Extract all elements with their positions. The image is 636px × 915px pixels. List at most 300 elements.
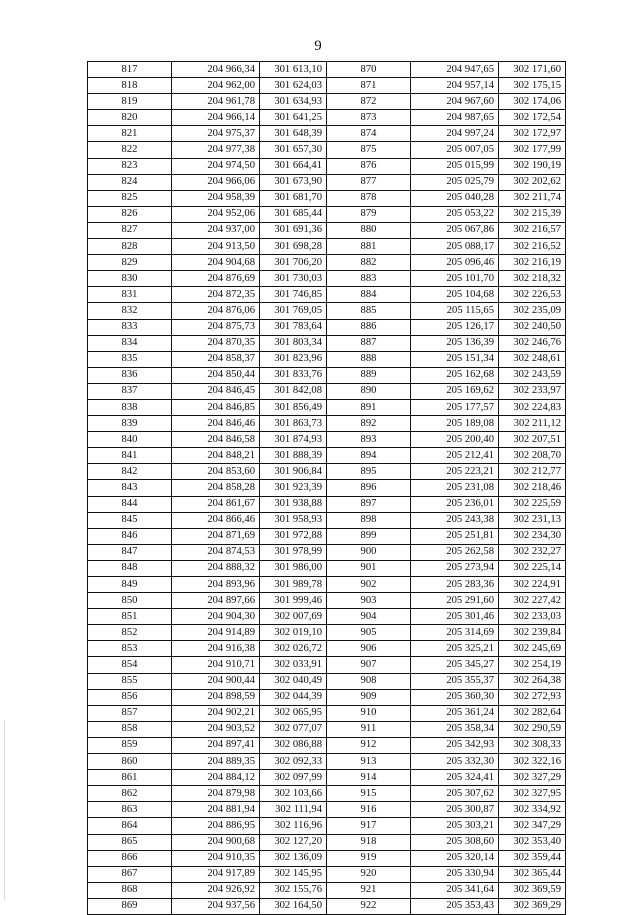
point-number-left: 838 bbox=[88, 399, 172, 415]
y-coordinate-right: 302 211,74 bbox=[499, 190, 566, 206]
x-coordinate-left: 204 975,37 bbox=[172, 126, 260, 142]
y-coordinate-right: 302 207,51 bbox=[499, 432, 566, 448]
point-number-left: 845 bbox=[88, 512, 172, 528]
coordinates-table-body bbox=[88, 62, 566, 915]
point-number-right: 896 bbox=[327, 480, 411, 496]
point-number-left: 867 bbox=[88, 866, 172, 882]
point-number-right: 903 bbox=[327, 593, 411, 609]
point-number-right: 916 bbox=[327, 802, 411, 818]
x-coordinate-left: 204 897,66 bbox=[172, 593, 260, 609]
point-number-left: 827 bbox=[88, 222, 172, 238]
x-coordinate-right: 205 308,60 bbox=[411, 834, 499, 850]
point-number-right: 907 bbox=[327, 657, 411, 673]
point-number-left: 822 bbox=[88, 142, 172, 158]
y-coordinate-left: 301 923,39 bbox=[260, 480, 327, 496]
point-number-left: 843 bbox=[88, 480, 172, 496]
x-coordinate-left: 204 846,85 bbox=[172, 399, 260, 415]
x-coordinate-right: 205 200,40 bbox=[411, 432, 499, 448]
point-number-left: 841 bbox=[88, 448, 172, 464]
x-coordinate-left: 204 853,60 bbox=[172, 464, 260, 480]
point-number-left: 821 bbox=[88, 126, 172, 142]
point-number-right: 881 bbox=[327, 239, 411, 255]
y-coordinate-right: 302 218,32 bbox=[499, 271, 566, 287]
x-coordinate-left: 204 870,35 bbox=[172, 335, 260, 351]
y-coordinate-left: 301 624,03 bbox=[260, 78, 327, 94]
y-coordinate-right: 302 227,42 bbox=[499, 593, 566, 609]
table-row bbox=[88, 641, 566, 657]
point-number-left: 851 bbox=[88, 609, 172, 625]
x-coordinate-left: 204 848,21 bbox=[172, 448, 260, 464]
point-number-right: 874 bbox=[327, 126, 411, 142]
point-number-left: 833 bbox=[88, 319, 172, 335]
x-coordinate-right: 205 053,22 bbox=[411, 206, 499, 222]
y-coordinate-right: 302 177,99 bbox=[499, 142, 566, 158]
point-number-right: 897 bbox=[327, 496, 411, 512]
x-coordinate-left: 204 889,35 bbox=[172, 754, 260, 770]
point-number-left: 856 bbox=[88, 689, 172, 705]
y-coordinate-left: 301 698,28 bbox=[260, 239, 327, 255]
table-row bbox=[88, 609, 566, 625]
point-number-right: 911 bbox=[327, 721, 411, 737]
point-number-right: 876 bbox=[327, 158, 411, 174]
x-coordinate-left: 204 861,67 bbox=[172, 496, 260, 512]
table-row bbox=[88, 802, 566, 818]
table-row bbox=[88, 496, 566, 512]
point-number-left: 820 bbox=[88, 110, 172, 126]
x-coordinate-left: 204 875,73 bbox=[172, 319, 260, 335]
x-coordinate-right: 204 997,24 bbox=[411, 126, 499, 142]
y-coordinate-right: 302 231,13 bbox=[499, 512, 566, 528]
point-number-right: 885 bbox=[327, 303, 411, 319]
point-number-left: 858 bbox=[88, 721, 172, 737]
x-coordinate-right: 205 345,27 bbox=[411, 657, 499, 673]
point-number-left: 859 bbox=[88, 737, 172, 753]
point-number-left: 825 bbox=[88, 190, 172, 206]
table-row bbox=[88, 593, 566, 609]
y-coordinate-left: 301 634,93 bbox=[260, 94, 327, 110]
point-number-left: 857 bbox=[88, 705, 172, 721]
point-number-right: 879 bbox=[327, 206, 411, 222]
y-coordinate-left: 302 155,76 bbox=[260, 882, 327, 898]
x-coordinate-right: 205 353,43 bbox=[411, 898, 499, 914]
y-coordinate-left: 301 938,88 bbox=[260, 496, 327, 512]
y-coordinate-right: 302 216,57 bbox=[499, 222, 566, 238]
point-number-left: 839 bbox=[88, 416, 172, 432]
point-number-right: 920 bbox=[327, 866, 411, 882]
point-number-left: 861 bbox=[88, 770, 172, 786]
y-coordinate-left: 301 803,34 bbox=[260, 335, 327, 351]
table-row bbox=[88, 222, 566, 238]
point-number-right: 871 bbox=[327, 78, 411, 94]
x-coordinate-right: 205 007,05 bbox=[411, 142, 499, 158]
y-coordinate-left: 301 874,93 bbox=[260, 432, 327, 448]
point-number-right: 893 bbox=[327, 432, 411, 448]
x-coordinate-left: 204 858,28 bbox=[172, 480, 260, 496]
y-coordinate-right: 302 190,19 bbox=[499, 158, 566, 174]
y-coordinate-right: 302 172,54 bbox=[499, 110, 566, 126]
table-row bbox=[88, 416, 566, 432]
table-row bbox=[88, 512, 566, 528]
y-coordinate-left: 301 972,88 bbox=[260, 528, 327, 544]
y-coordinate-left: 301 769,05 bbox=[260, 303, 327, 319]
x-coordinate-right: 205 332,30 bbox=[411, 754, 499, 770]
y-coordinate-left: 301 691,36 bbox=[260, 222, 327, 238]
x-coordinate-right: 205 341,64 bbox=[411, 882, 499, 898]
y-coordinate-left: 302 019,10 bbox=[260, 625, 327, 641]
x-coordinate-left: 204 850,44 bbox=[172, 367, 260, 383]
y-coordinate-right: 302 347,29 bbox=[499, 818, 566, 834]
y-coordinate-right: 302 264,38 bbox=[499, 673, 566, 689]
x-coordinate-left: 204 858,37 bbox=[172, 351, 260, 367]
point-number-right: 890 bbox=[327, 383, 411, 399]
table-row bbox=[88, 399, 566, 415]
table-row bbox=[88, 464, 566, 480]
y-coordinate-left: 301 657,30 bbox=[260, 142, 327, 158]
y-coordinate-right: 302 353,40 bbox=[499, 834, 566, 850]
point-number-left: 853 bbox=[88, 641, 172, 657]
x-coordinate-left: 204 871,69 bbox=[172, 528, 260, 544]
x-coordinate-left: 204 916,38 bbox=[172, 641, 260, 657]
point-number-left: 836 bbox=[88, 367, 172, 383]
point-number-left: 868 bbox=[88, 882, 172, 898]
y-coordinate-right: 302 327,95 bbox=[499, 786, 566, 802]
point-number-left: 847 bbox=[88, 544, 172, 560]
point-number-left: 866 bbox=[88, 850, 172, 866]
point-number-right: 894 bbox=[327, 448, 411, 464]
table-row bbox=[88, 448, 566, 464]
x-coordinate-left: 204 881,94 bbox=[172, 802, 260, 818]
table-row bbox=[88, 287, 566, 303]
table-row bbox=[88, 383, 566, 399]
y-coordinate-right: 302 322,16 bbox=[499, 754, 566, 770]
y-coordinate-right: 302 232,27 bbox=[499, 544, 566, 560]
x-coordinate-right: 205 162,68 bbox=[411, 367, 499, 383]
table-row bbox=[88, 239, 566, 255]
point-number-left: 840 bbox=[88, 432, 172, 448]
y-coordinate-left: 301 906,84 bbox=[260, 464, 327, 480]
table-row bbox=[88, 705, 566, 721]
x-coordinate-left: 204 866,46 bbox=[172, 512, 260, 528]
x-coordinate-left: 204 914,89 bbox=[172, 625, 260, 641]
table-row bbox=[88, 625, 566, 641]
y-coordinate-left: 301 706,20 bbox=[260, 255, 327, 271]
point-number-right: 905 bbox=[327, 625, 411, 641]
y-coordinate-left: 302 065,95 bbox=[260, 705, 327, 721]
point-number-right: 900 bbox=[327, 544, 411, 560]
x-coordinate-right: 205 262,58 bbox=[411, 544, 499, 560]
point-number-left: 832 bbox=[88, 303, 172, 319]
x-coordinate-left: 204 898,59 bbox=[172, 689, 260, 705]
y-coordinate-left: 301 673,90 bbox=[260, 174, 327, 190]
table-row bbox=[88, 367, 566, 383]
y-coordinate-right: 302 246,76 bbox=[499, 335, 566, 351]
point-number-left: 818 bbox=[88, 78, 172, 94]
point-number-left: 824 bbox=[88, 174, 172, 190]
table-row bbox=[88, 432, 566, 448]
point-number-left: 854 bbox=[88, 657, 172, 673]
y-coordinate-right: 302 365,44 bbox=[499, 866, 566, 882]
y-coordinate-left: 302 136,09 bbox=[260, 850, 327, 866]
y-coordinate-left: 302 077,07 bbox=[260, 721, 327, 737]
x-coordinate-left: 204 876,69 bbox=[172, 271, 260, 287]
y-coordinate-left: 302 026,72 bbox=[260, 641, 327, 657]
x-coordinate-right: 205 104,68 bbox=[411, 287, 499, 303]
y-coordinate-left: 302 086,88 bbox=[260, 737, 327, 753]
x-coordinate-right: 205 212,41 bbox=[411, 448, 499, 464]
x-coordinate-right: 205 040,28 bbox=[411, 190, 499, 206]
y-coordinate-left: 302 040,49 bbox=[260, 673, 327, 689]
y-coordinate-right: 302 369,59 bbox=[499, 882, 566, 898]
y-coordinate-right: 302 235,09 bbox=[499, 303, 566, 319]
x-coordinate-right: 205 189,08 bbox=[411, 416, 499, 432]
point-number-left: 846 bbox=[88, 528, 172, 544]
point-number-right: 899 bbox=[327, 528, 411, 544]
point-number-left: 852 bbox=[88, 625, 172, 641]
y-coordinate-right: 302 212,77 bbox=[499, 464, 566, 480]
table-row bbox=[88, 754, 566, 770]
y-coordinate-left: 301 958,93 bbox=[260, 512, 327, 528]
y-coordinate-right: 302 369,29 bbox=[499, 898, 566, 914]
table-row bbox=[88, 303, 566, 319]
x-coordinate-right: 205 301,46 bbox=[411, 609, 499, 625]
y-coordinate-right: 302 233,03 bbox=[499, 609, 566, 625]
y-coordinate-left: 301 613,10 bbox=[260, 62, 327, 78]
point-number-left: 828 bbox=[88, 239, 172, 255]
x-coordinate-left: 204 872,35 bbox=[172, 287, 260, 303]
y-coordinate-right: 302 211,12 bbox=[499, 416, 566, 432]
x-coordinate-right: 205 231,08 bbox=[411, 480, 499, 496]
x-coordinate-left: 204 904,68 bbox=[172, 255, 260, 271]
y-coordinate-right: 302 359,44 bbox=[499, 850, 566, 866]
x-coordinate-left: 204 900,68 bbox=[172, 834, 260, 850]
point-number-right: 909 bbox=[327, 689, 411, 705]
point-number-right: 886 bbox=[327, 319, 411, 335]
y-coordinate-right: 302 215,39 bbox=[499, 206, 566, 222]
table-row bbox=[88, 126, 566, 142]
point-number-left: 850 bbox=[88, 593, 172, 609]
y-coordinate-left: 302 007,69 bbox=[260, 609, 327, 625]
point-number-left: 848 bbox=[88, 560, 172, 576]
y-coordinate-left: 301 842,08 bbox=[260, 383, 327, 399]
y-coordinate-right: 302 208,70 bbox=[499, 448, 566, 464]
point-number-right: 913 bbox=[327, 754, 411, 770]
y-coordinate-right: 302 171,60 bbox=[499, 62, 566, 78]
x-coordinate-right: 205 307,62 bbox=[411, 786, 499, 802]
y-coordinate-left: 301 863,73 bbox=[260, 416, 327, 432]
x-coordinate-right: 204 947,65 bbox=[411, 62, 499, 78]
x-coordinate-left: 204 917,89 bbox=[172, 866, 260, 882]
table-row bbox=[88, 255, 566, 271]
x-coordinate-left: 204 900,44 bbox=[172, 673, 260, 689]
x-coordinate-right: 205 096,46 bbox=[411, 255, 499, 271]
point-number-left: 862 bbox=[88, 786, 172, 802]
x-coordinate-right: 204 967,60 bbox=[411, 94, 499, 110]
point-number-left: 855 bbox=[88, 673, 172, 689]
x-coordinate-right: 205 101,70 bbox=[411, 271, 499, 287]
x-coordinate-right: 205 243,38 bbox=[411, 512, 499, 528]
x-coordinate-right: 205 015,99 bbox=[411, 158, 499, 174]
point-number-left: 864 bbox=[88, 818, 172, 834]
table-row bbox=[88, 560, 566, 576]
table-row bbox=[88, 850, 566, 866]
y-coordinate-right: 302 239,84 bbox=[499, 625, 566, 641]
point-number-left: 834 bbox=[88, 335, 172, 351]
y-coordinate-left: 301 989,78 bbox=[260, 577, 327, 593]
x-coordinate-right: 205 223,21 bbox=[411, 464, 499, 480]
point-number-left: 830 bbox=[88, 271, 172, 287]
point-number-right: 902 bbox=[327, 577, 411, 593]
table-row bbox=[88, 158, 566, 174]
table-row bbox=[88, 206, 566, 222]
table-row bbox=[88, 737, 566, 753]
x-coordinate-right: 204 957,14 bbox=[411, 78, 499, 94]
y-coordinate-right: 302 225,59 bbox=[499, 496, 566, 512]
y-coordinate-left: 301 664,41 bbox=[260, 158, 327, 174]
point-number-right: 919 bbox=[327, 850, 411, 866]
x-coordinate-right: 205 342,93 bbox=[411, 737, 499, 753]
y-coordinate-left: 301 888,39 bbox=[260, 448, 327, 464]
x-coordinate-left: 204 888,32 bbox=[172, 560, 260, 576]
y-coordinate-left: 301 685,44 bbox=[260, 206, 327, 222]
y-coordinate-right: 302 175,15 bbox=[499, 78, 566, 94]
x-coordinate-left: 204 966,06 bbox=[172, 174, 260, 190]
x-coordinate-left: 204 876,06 bbox=[172, 303, 260, 319]
x-coordinate-right: 205 324,41 bbox=[411, 770, 499, 786]
y-coordinate-right: 302 245,69 bbox=[499, 641, 566, 657]
point-number-left: 837 bbox=[88, 383, 172, 399]
table-row bbox=[88, 94, 566, 110]
point-number-right: 877 bbox=[327, 174, 411, 190]
x-coordinate-right: 205 088,17 bbox=[411, 239, 499, 255]
x-coordinate-right: 205 325,21 bbox=[411, 641, 499, 657]
table-row bbox=[88, 721, 566, 737]
point-number-left: 863 bbox=[88, 802, 172, 818]
point-number-right: 872 bbox=[327, 94, 411, 110]
table-row bbox=[88, 544, 566, 560]
point-number-right: 891 bbox=[327, 399, 411, 415]
y-coordinate-right: 302 334,92 bbox=[499, 802, 566, 818]
y-coordinate-left: 302 097,99 bbox=[260, 770, 327, 786]
scan-margin-line bbox=[4, 720, 5, 900]
x-coordinate-left: 204 952,06 bbox=[172, 206, 260, 222]
x-coordinate-left: 204 926,92 bbox=[172, 882, 260, 898]
y-coordinate-left: 301 648,39 bbox=[260, 126, 327, 142]
x-coordinate-left: 204 937,00 bbox=[172, 222, 260, 238]
point-number-left: 849 bbox=[88, 577, 172, 593]
y-coordinate-left: 301 999,46 bbox=[260, 593, 327, 609]
x-coordinate-right: 205 136,39 bbox=[411, 335, 499, 351]
point-number-right: 918 bbox=[327, 834, 411, 850]
point-number-right: 888 bbox=[327, 351, 411, 367]
x-coordinate-right: 205 236,01 bbox=[411, 496, 499, 512]
x-coordinate-right: 205 358,34 bbox=[411, 721, 499, 737]
point-number-left: 842 bbox=[88, 464, 172, 480]
point-number-right: 901 bbox=[327, 560, 411, 576]
x-coordinate-right: 205 025,79 bbox=[411, 174, 499, 190]
y-coordinate-right: 302 202,62 bbox=[499, 174, 566, 190]
y-coordinate-right: 302 272,93 bbox=[499, 689, 566, 705]
x-coordinate-right: 204 987,65 bbox=[411, 110, 499, 126]
table-row bbox=[88, 62, 566, 78]
y-coordinate-right: 302 243,59 bbox=[499, 367, 566, 383]
y-coordinate-right: 302 218,46 bbox=[499, 480, 566, 496]
table-row bbox=[88, 335, 566, 351]
x-coordinate-right: 205 115,65 bbox=[411, 303, 499, 319]
x-coordinate-left: 204 846,46 bbox=[172, 416, 260, 432]
x-coordinate-right: 205 251,81 bbox=[411, 528, 499, 544]
point-number-left: 869 bbox=[88, 898, 172, 914]
x-coordinate-left: 204 910,71 bbox=[172, 657, 260, 673]
y-coordinate-left: 301 730,03 bbox=[260, 271, 327, 287]
x-coordinate-left: 204 974,50 bbox=[172, 158, 260, 174]
x-coordinate-right: 205 361,24 bbox=[411, 705, 499, 721]
x-coordinate-right: 205 303,21 bbox=[411, 818, 499, 834]
x-coordinate-right: 205 283,36 bbox=[411, 577, 499, 593]
point-number-right: 892 bbox=[327, 416, 411, 432]
x-coordinate-left: 204 913,50 bbox=[172, 239, 260, 255]
y-coordinate-right: 302 290,59 bbox=[499, 721, 566, 737]
x-coordinate-left: 204 966,34 bbox=[172, 62, 260, 78]
point-number-right: 878 bbox=[327, 190, 411, 206]
y-coordinate-right: 302 216,52 bbox=[499, 239, 566, 255]
y-coordinate-left: 301 641,25 bbox=[260, 110, 327, 126]
point-number-right: 898 bbox=[327, 512, 411, 528]
y-coordinate-right: 302 226,53 bbox=[499, 287, 566, 303]
y-coordinate-left: 302 103,66 bbox=[260, 786, 327, 802]
point-number-left: 829 bbox=[88, 255, 172, 271]
point-number-right: 884 bbox=[327, 287, 411, 303]
point-number-right: 875 bbox=[327, 142, 411, 158]
point-number-right: 914 bbox=[327, 770, 411, 786]
table-row bbox=[88, 319, 566, 335]
table-row bbox=[88, 673, 566, 689]
x-coordinate-left: 204 903,52 bbox=[172, 721, 260, 737]
x-coordinate-right: 205 291,60 bbox=[411, 593, 499, 609]
y-coordinate-left: 302 111,94 bbox=[260, 802, 327, 818]
x-coordinate-left: 204 874,53 bbox=[172, 544, 260, 560]
page-number: 9 bbox=[314, 38, 322, 54]
table-row bbox=[88, 480, 566, 496]
table-row bbox=[88, 866, 566, 882]
table-row bbox=[88, 190, 566, 206]
point-number-right: 887 bbox=[327, 335, 411, 351]
x-coordinate-left: 204 961,78 bbox=[172, 94, 260, 110]
point-number-left: 817 bbox=[88, 62, 172, 78]
table-row bbox=[88, 657, 566, 673]
y-coordinate-left: 301 746,85 bbox=[260, 287, 327, 303]
x-coordinate-left: 204 910,35 bbox=[172, 850, 260, 866]
y-coordinate-right: 302 327,29 bbox=[499, 770, 566, 786]
x-coordinate-right: 205 151,34 bbox=[411, 351, 499, 367]
point-number-right: 870 bbox=[327, 62, 411, 78]
y-coordinate-right: 302 225,14 bbox=[499, 560, 566, 576]
table-row bbox=[88, 882, 566, 898]
x-coordinate-right: 205 067,86 bbox=[411, 222, 499, 238]
point-number-right: 882 bbox=[327, 255, 411, 271]
x-coordinate-left: 204 902,21 bbox=[172, 705, 260, 721]
y-coordinate-right: 302 216,19 bbox=[499, 255, 566, 271]
x-coordinate-left: 204 904,30 bbox=[172, 609, 260, 625]
x-coordinate-right: 205 273,94 bbox=[411, 560, 499, 576]
y-coordinate-right: 302 224,91 bbox=[499, 577, 566, 593]
point-number-left: 823 bbox=[88, 158, 172, 174]
x-coordinate-right: 205 169,62 bbox=[411, 383, 499, 399]
x-coordinate-right: 205 300,87 bbox=[411, 802, 499, 818]
x-coordinate-right: 205 330,94 bbox=[411, 866, 499, 882]
point-number-right: 889 bbox=[327, 367, 411, 383]
y-coordinate-right: 302 174,06 bbox=[499, 94, 566, 110]
y-coordinate-left: 302 116,96 bbox=[260, 818, 327, 834]
